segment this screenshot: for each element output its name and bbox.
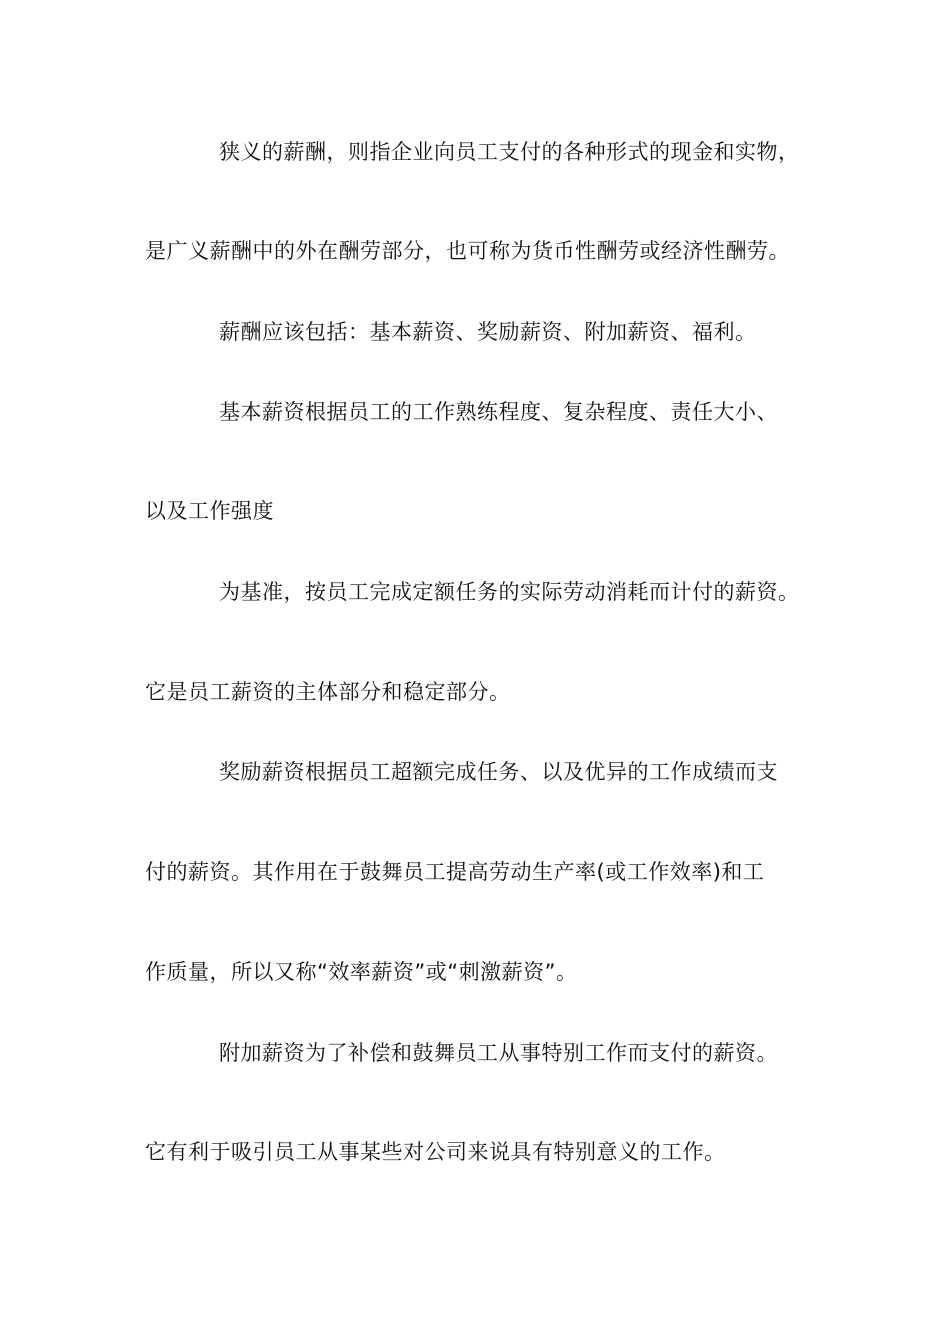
text-line-11: 附加薪资为了补偿和鼓舞员工从事特别工作而支付的薪资。 <box>219 1041 778 1065</box>
text-line-7: 它是员工薪资的主体部分和稳定部分。 <box>145 680 511 704</box>
text-line-8: 奖励薪资根据员工超额完成任务、以及优异的工作成绩而支 <box>219 760 778 784</box>
text-line-3: 薪酬应该包括：基本薪资、奖励薪资、附加薪资、福利。 <box>219 320 757 344</box>
text-line-12: 它有利于吸引员工从事某些对公司来说具有特别意义的工作。 <box>145 1140 726 1164</box>
text-line-1: 狭义的薪酬，则指企业向员工支付的各种形式的现金和实物， <box>219 140 800 164</box>
text-line-6: 为基准，按员工完成定额任务的实际劳动消耗而计付的薪资。 <box>219 580 800 604</box>
text-line-2: 是广义薪酬中的外在酬劳部分，也可称为货币性酬劳或经济性酬劳。 <box>145 239 790 263</box>
text-line-10: 作质量，所以又称“效率薪资”或“刺激薪资”。 <box>145 960 578 984</box>
text-line-9: 付的薪资。其作用在于鼓舞员工提高劳动生产率(或工作效率)和工 <box>145 860 765 884</box>
text-line-5: 以及工作强度 <box>145 499 274 523</box>
text-line-4: 基本薪资根据员工的工作熟练程度、复杂程度、责任大小、 <box>219 400 778 424</box>
